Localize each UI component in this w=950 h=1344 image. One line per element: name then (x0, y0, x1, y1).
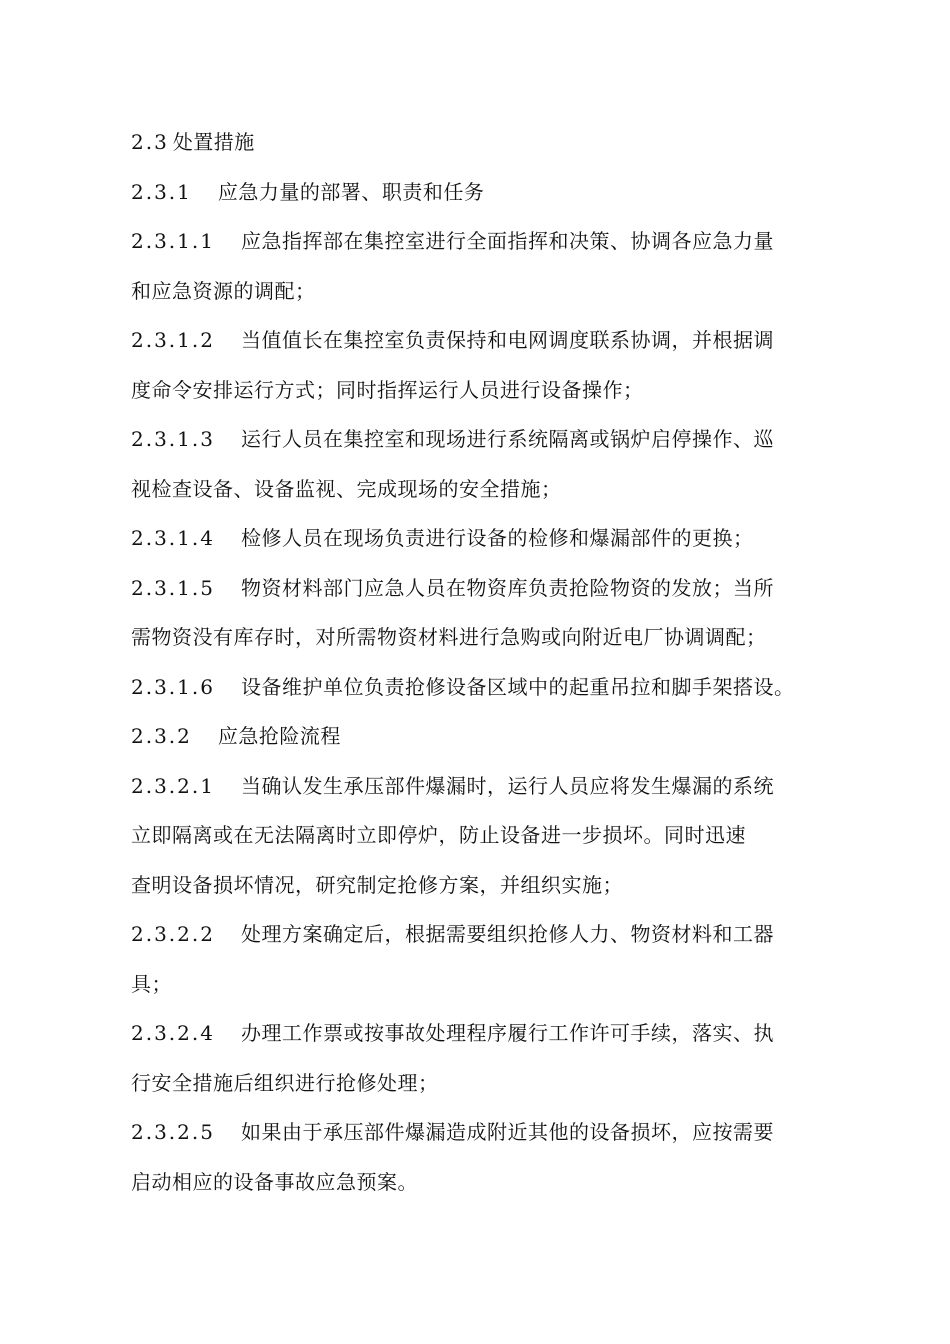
section-heading-2-3-2 (131, 712, 831, 762)
item-number: 2.3.1.1 (131, 229, 215, 253)
section-heading-2-3-1 (131, 168, 831, 218)
paragraph-text: 检修人员在现场负责进行设备的检修和爆漏部件的更换； (240, 526, 754, 550)
section-heading-2-3 (131, 118, 831, 168)
section-number: 2.3 (131, 130, 169, 154)
document-body (131, 118, 831, 1207)
paragraph-text: 需物资没有库存时，对所需物资材料进行急购或向附近电厂协调调配； (131, 625, 767, 649)
paragraph-text: 和应急资源的调配； (131, 278, 316, 303)
item-number: 2.3.1.2 (131, 328, 215, 352)
paragraph-line (131, 1108, 831, 1158)
paragraph-line (131, 514, 831, 564)
paragraph-line (131, 316, 831, 366)
paragraph-text: 办理工作票或按事故处理程序履行工作许可手续，落实、执 (240, 1021, 774, 1045)
item-number: 2.3.2.1 (131, 773, 215, 798)
paragraph-text: 度命令安排运行方式；同时指挥运行人员进行设备操作； (131, 377, 644, 402)
paragraph-line (131, 465, 831, 515)
paragraph-line (131, 960, 831, 1010)
paragraph-text: 物资材料部门应急人员在物资库负责抢险物资的发放；当所 (240, 575, 774, 600)
section-title: 处置措施 (172, 130, 255, 154)
paragraph-line (131, 613, 831, 663)
paragraph-text: 处理方案确定后，根据需要组织抢修人力、物资材料和工器 (240, 922, 774, 946)
paragraph-line (131, 217, 831, 267)
paragraph-line (131, 564, 831, 614)
item-number: 2.3.1.4 (131, 526, 215, 550)
item-number: 2.3.2.4 (131, 1021, 215, 1045)
item-number: 2.3.1.3 (131, 427, 215, 451)
paragraph-text: 行安全措施后组织进行抢修处理； (131, 1070, 439, 1095)
paragraph-text: 设备维护单位负责抢修设备区域中的起重吊拉和脚手架搭设。 (240, 674, 795, 699)
paragraph-line (131, 762, 831, 812)
item-number: 2.3.2.2 (131, 922, 215, 946)
paragraph-text: 立即隔离或在无法隔离时立即停炉，防止设备进一步损坏。同时迅速 (131, 823, 746, 847)
paragraph-text: 当确认发生承压部件爆漏时，运行人员应将发生爆漏的系统 (240, 773, 774, 798)
paragraph-text: 启动相应的设备事故应急预案。 (131, 1169, 418, 1194)
paragraph-line (131, 861, 831, 911)
paragraph-text: 如果由于承压部件爆漏造成附近其他的设备损坏，应按需要 (240, 1120, 774, 1144)
paragraph-line (131, 366, 831, 416)
item-number: 2.3.1.6 (131, 674, 215, 699)
paragraph-line (131, 1009, 831, 1059)
item-number: 2.3.1.5 (131, 575, 215, 600)
section-number: 2.3.2 (131, 724, 192, 748)
paragraph-line (131, 1158, 831, 1208)
paragraph-text: 当值值长在集控室负责保持和电网调度联系协调，并根据调 (240, 328, 774, 352)
paragraph-text: 具； (131, 971, 172, 996)
section-number: 2.3.1 (131, 179, 192, 204)
paragraph-line (131, 1059, 831, 1109)
paragraph-line (131, 267, 831, 317)
section-title: 应急力量的部署、职责和任务 (217, 179, 485, 204)
section-title: 应急抢险流程 (217, 724, 341, 748)
item-number: 2.3.2.5 (131, 1120, 215, 1144)
paragraph-text: 运行人员在集控室和现场进行系统隔离或锅炉启停操作、巡 (240, 427, 774, 451)
paragraph-line (131, 415, 831, 465)
paragraph-text: 视检查设备、设备监视、完成现场的安全措施； (131, 476, 562, 501)
paragraph-line (131, 910, 831, 960)
paragraph-line (131, 811, 831, 861)
paragraph-text: 查明设备损坏情况，研究制定抢修方案，并组织实施； (131, 872, 623, 897)
paragraph-text: 应急指挥部在集控室进行全面指挥和决策、协调各应急力量 (240, 229, 774, 253)
paragraph-line (131, 663, 831, 713)
